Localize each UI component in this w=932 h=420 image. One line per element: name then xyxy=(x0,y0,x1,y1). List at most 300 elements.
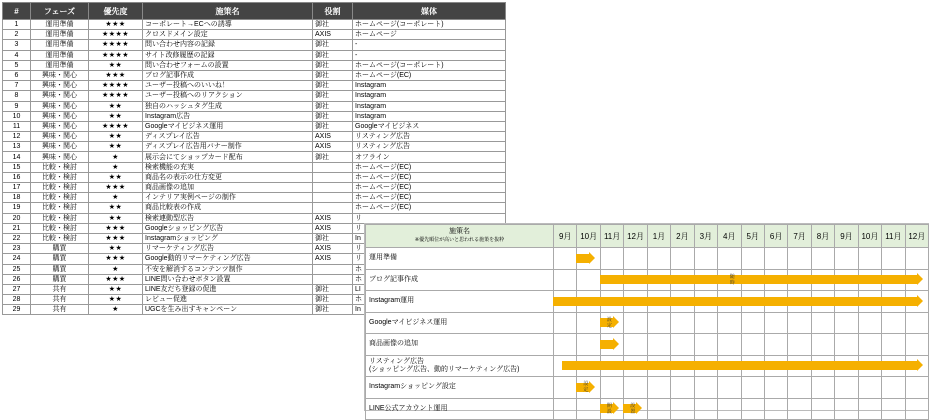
phase-cell: 共有 xyxy=(31,295,89,305)
header-col-number: # xyxy=(3,3,31,20)
media-cell: Googleマイビジネス xyxy=(353,121,506,131)
gantt-chart xyxy=(365,224,928,415)
row-number: 2 xyxy=(3,30,31,40)
gantt-month-header: 4月 xyxy=(718,225,741,248)
table-row xyxy=(3,193,506,203)
gantt-month-cell xyxy=(788,398,811,420)
phase-cell: 興味・関心 xyxy=(31,152,89,162)
gantt-month-cell xyxy=(624,248,647,270)
phase-cell: 共有 xyxy=(31,305,89,315)
measure-name: サイト改修履歴の記録 xyxy=(143,50,313,60)
table-row xyxy=(3,203,506,213)
measure-name: 検索機能の充実 xyxy=(143,162,313,172)
row-number: 5 xyxy=(3,60,31,70)
role-cell xyxy=(313,162,353,172)
phase-cell: 購買 xyxy=(31,254,89,264)
gantt-row xyxy=(366,398,929,420)
phase-cell: 購買 xyxy=(31,274,89,284)
table-row xyxy=(3,81,506,91)
measure-name: インテリア実例ページの制作 xyxy=(143,193,313,203)
measure-name: Instagramショッピング xyxy=(143,233,313,243)
gantt-measure-name: LINE公式アカウント運用 xyxy=(366,398,554,420)
row-number: 10 xyxy=(3,111,31,121)
measure-name: 問い合わせ内容の記録 xyxy=(143,40,313,50)
measure-name: 商品比較表の作成 xyxy=(143,203,313,213)
gantt-bar xyxy=(600,275,917,284)
gantt-month-header: 11月 xyxy=(882,225,905,248)
phase-cell: 運用準備 xyxy=(31,20,89,30)
gantt-month-cell xyxy=(554,377,577,399)
gantt-month-cell xyxy=(577,334,600,356)
role-cell xyxy=(313,193,353,203)
gantt-month-header: 5月 xyxy=(741,225,764,248)
gantt-month-cell xyxy=(858,248,881,270)
gantt-name-header-note: ※優先順位が高いと思われる施策を抜粋 xyxy=(414,237,505,243)
role-cell: 御社 xyxy=(313,284,353,294)
gantt-measure-name: Instagramショッピング設定 xyxy=(366,377,554,399)
role-cell: AXIS xyxy=(313,142,353,152)
role-cell: AXIS xyxy=(313,213,353,223)
priority-stars: ★★★ xyxy=(89,20,143,30)
row-number: 12 xyxy=(3,132,31,142)
measure-name: レビュー促進 xyxy=(143,295,313,305)
header-col-priority: 優先度 xyxy=(89,3,143,20)
gantt-bar-label: 随時 xyxy=(729,273,735,286)
priority-stars: ★★ xyxy=(89,132,143,142)
measure-name: 商品画像の追加 xyxy=(143,183,313,193)
row-number: 15 xyxy=(3,162,31,172)
media-cell: - xyxy=(353,40,506,50)
measure-name: Googleマイビジネス運用 xyxy=(143,121,313,131)
priority-stars: ★★★★ xyxy=(89,121,143,131)
row-number: 21 xyxy=(3,223,31,233)
gantt-month-cell xyxy=(718,398,741,420)
role-cell: 御社 xyxy=(313,20,353,30)
gantt-month-header: 12月 xyxy=(905,225,928,248)
row-number: 18 xyxy=(3,193,31,203)
gantt-month-cell xyxy=(624,334,647,356)
phase-cell: 比較・検討 xyxy=(31,193,89,203)
gantt-month-cell xyxy=(741,377,764,399)
table-row xyxy=(3,60,506,70)
gantt-bar xyxy=(576,254,589,263)
priority-stars: ★★ xyxy=(89,142,143,152)
row-number: 19 xyxy=(3,203,31,213)
priority-stars: ★★★★ xyxy=(89,40,143,50)
gantt-month-cell xyxy=(624,312,647,334)
phase-cell: 興味・関心 xyxy=(31,121,89,131)
gantt-name-header xyxy=(366,225,554,248)
gantt-month-cell xyxy=(905,312,928,334)
table-row xyxy=(3,213,506,223)
media-cell: リスティング広告 xyxy=(353,132,506,142)
row-number: 20 xyxy=(3,213,31,223)
gantt-month-cell xyxy=(600,248,623,270)
gantt-row xyxy=(366,248,929,270)
gantt-month-header: 11月 xyxy=(600,225,623,248)
gantt-month-cell xyxy=(882,334,905,356)
gantt-month-cell xyxy=(882,398,905,420)
role-cell: AXIS xyxy=(313,30,353,40)
phase-cell: 比較・検討 xyxy=(31,172,89,182)
role-cell: 御社 xyxy=(313,70,353,80)
role-cell: AXIS xyxy=(313,244,353,254)
gantt-month-cell xyxy=(647,334,670,356)
table-row xyxy=(3,91,506,101)
gantt-month-cell xyxy=(577,398,600,420)
table-row xyxy=(3,70,506,80)
gantt-month-cell xyxy=(554,269,577,291)
header-col-measure: 施策名 xyxy=(143,3,313,20)
table-row xyxy=(3,172,506,182)
gantt-month-cell xyxy=(858,377,881,399)
phase-cell: 興味・関心 xyxy=(31,70,89,80)
gantt-month-cell xyxy=(577,312,600,334)
role-cell xyxy=(313,183,353,193)
phase-cell: 比較・検討 xyxy=(31,223,89,233)
gantt-month-cell xyxy=(811,398,834,420)
gantt-month-cell xyxy=(694,377,717,399)
gantt-month-cell xyxy=(811,377,834,399)
media-cell: ホームページ(コーポレート) xyxy=(353,60,506,70)
gantt-month-cell xyxy=(764,312,787,334)
table-row xyxy=(3,40,506,50)
media-cell: Instagram xyxy=(353,101,506,111)
row-number: 25 xyxy=(3,264,31,274)
measure-name: 展示会にてショップカード配布 xyxy=(143,152,313,162)
role-cell: 御社 xyxy=(313,111,353,121)
gantt-month-cell xyxy=(811,312,834,334)
gantt-month-cell xyxy=(741,312,764,334)
priority-stars: ★★★ xyxy=(89,254,143,264)
gantt-month-cell xyxy=(858,334,881,356)
phase-cell: 比較・検討 xyxy=(31,203,89,213)
gantt-month-cell xyxy=(554,334,577,356)
gantt-month-cell xyxy=(671,312,694,334)
gantt-month-cell xyxy=(694,398,717,420)
gantt-bar-label: 開設 xyxy=(606,402,612,415)
role-cell: 御社 xyxy=(313,101,353,111)
gantt-month-header: 10月 xyxy=(858,225,881,248)
gantt-month-cell xyxy=(741,398,764,420)
gantt-month-cell xyxy=(554,398,577,420)
priority-stars: ★★★★ xyxy=(89,81,143,91)
gantt-month-cell xyxy=(718,312,741,334)
gantt-month-header: 3月 xyxy=(694,225,717,248)
role-cell: 御社 xyxy=(313,81,353,91)
gantt-month-cell xyxy=(671,398,694,420)
media-cell: Instagram xyxy=(353,111,506,121)
row-number: 1 xyxy=(3,20,31,30)
media-cell: リ xyxy=(353,244,506,254)
role-cell xyxy=(313,274,353,284)
gantt-month-cell xyxy=(741,248,764,270)
row-number: 27 xyxy=(3,284,31,294)
priority-stars: ★★★ xyxy=(89,183,143,193)
role-cell: 御社 xyxy=(313,305,353,315)
header-col-role: 役割 xyxy=(313,3,353,20)
media-cell: ホームページ(コーポレート) xyxy=(353,20,506,30)
gantt-month-cell xyxy=(671,248,694,270)
role-cell: 御社 xyxy=(313,60,353,70)
measure-name: Google動的リマーケティング広告 xyxy=(143,254,313,264)
gantt-month-cell xyxy=(694,248,717,270)
gantt-month-cell xyxy=(905,334,928,356)
phase-cell: 興味・関心 xyxy=(31,142,89,152)
table-row xyxy=(3,121,506,131)
priority-stars: ★ xyxy=(89,264,143,274)
gantt-month-cell xyxy=(764,248,787,270)
media-cell: ホ xyxy=(353,274,506,284)
media-cell: ホームページ(EC) xyxy=(353,70,506,80)
media-cell: リ xyxy=(353,254,506,264)
priority-stars: ★★ xyxy=(89,101,143,111)
phase-cell: 興味・関心 xyxy=(31,132,89,142)
row-number: 9 xyxy=(3,101,31,111)
gantt-month-cell xyxy=(600,377,623,399)
gantt-month-cell xyxy=(811,334,834,356)
phase-cell: 比較・検討 xyxy=(31,162,89,172)
measure-name: コーポレート→ECへの誘導 xyxy=(143,20,313,30)
gantt-month-header: 9月 xyxy=(835,225,858,248)
phase-cell: 興味・関心 xyxy=(31,111,89,121)
table-header-row xyxy=(3,3,506,20)
row-number: 14 xyxy=(3,152,31,162)
gantt-month-cell xyxy=(764,377,787,399)
phase-cell: 比較・検討 xyxy=(31,233,89,243)
media-cell: Instagram xyxy=(353,91,506,101)
row-number: 13 xyxy=(3,142,31,152)
priority-stars: ★★ xyxy=(89,172,143,182)
role-cell xyxy=(313,264,353,274)
measure-name: LINE問い合わせボタン設置 xyxy=(143,274,313,284)
row-number: 22 xyxy=(3,233,31,243)
media-cell: リ xyxy=(353,223,506,233)
gantt-month-cell xyxy=(835,334,858,356)
media-cell: LI xyxy=(353,284,506,294)
gantt-month-cell xyxy=(718,377,741,399)
gantt-month-header: 9月 xyxy=(554,225,577,248)
media-cell: ホームページ(EC) xyxy=(353,193,506,203)
measure-name: 問い合わせフォームの設置 xyxy=(143,60,313,70)
media-cell: In xyxy=(353,233,506,243)
gantt-month-cell xyxy=(811,248,834,270)
phase-cell: 比較・検討 xyxy=(31,183,89,193)
gantt-month-header: 1月 xyxy=(647,225,670,248)
priority-stars: ★★★ xyxy=(89,274,143,284)
role-cell xyxy=(313,203,353,213)
gantt-month-cell xyxy=(835,248,858,270)
table-row xyxy=(3,30,506,40)
media-cell: リスティング広告 xyxy=(353,142,506,152)
gantt-body xyxy=(366,248,929,420)
row-number: 29 xyxy=(3,305,31,315)
media-cell: リ xyxy=(353,213,506,223)
gantt-month-cell xyxy=(647,312,670,334)
priority-stars: ★★ xyxy=(89,244,143,254)
gantt-month-cell xyxy=(788,248,811,270)
gantt-month-cell xyxy=(905,248,928,270)
gantt-month-cell xyxy=(882,248,905,270)
role-cell: 御社 xyxy=(313,91,353,101)
gantt-measure-name: ブログ記事作成 xyxy=(366,269,554,291)
measure-name: ディスプレイ広告 xyxy=(143,132,313,142)
gantt-month-cell xyxy=(647,248,670,270)
gantt-month-cell xyxy=(905,398,928,420)
media-cell: ホ xyxy=(353,264,506,274)
gantt-bar-label: 設定 xyxy=(606,316,612,329)
row-number: 4 xyxy=(3,50,31,60)
phase-cell: 運用準備 xyxy=(31,40,89,50)
role-cell: 御社 xyxy=(313,295,353,305)
measure-name: リマーケティング広告 xyxy=(143,244,313,254)
gantt-row xyxy=(366,334,929,356)
media-cell: ホームページ(EC) xyxy=(353,162,506,172)
role-cell: 御社 xyxy=(313,50,353,60)
measure-name: 商品名の表示の仕方変更 xyxy=(143,172,313,182)
measure-name: LINE友だち登録の促進 xyxy=(143,284,313,294)
table-row xyxy=(3,162,506,172)
media-cell: ホ xyxy=(353,295,506,305)
table-row xyxy=(3,152,506,162)
table-row xyxy=(3,111,506,121)
gantt-bar xyxy=(600,340,613,349)
role-cell: 御社 xyxy=(313,40,353,50)
media-cell: ホームページ xyxy=(353,30,506,40)
gantt-month-header: 6月 xyxy=(764,225,787,248)
row-number: 26 xyxy=(3,274,31,284)
gantt-month-cell xyxy=(835,312,858,334)
gantt-name-header-title: 施策名 xyxy=(449,228,470,235)
priority-stars: ★★ xyxy=(89,295,143,305)
gantt-month-header: 10月 xyxy=(577,225,600,248)
gantt-month-cell xyxy=(671,334,694,356)
measure-name: ユーザー投稿へのリアクション xyxy=(143,91,313,101)
phase-cell: 運用準備 xyxy=(31,30,89,40)
priority-stars: ★★★★ xyxy=(89,91,143,101)
row-number: 6 xyxy=(3,70,31,80)
priority-stars: ★★ xyxy=(89,111,143,121)
measure-name: ディスプレイ広告用バナー制作 xyxy=(143,142,313,152)
gantt-month-cell xyxy=(647,377,670,399)
measure-name: 検索連動型広告 xyxy=(143,213,313,223)
priority-stars: ★★ xyxy=(89,284,143,294)
gantt-month-header: 2月 xyxy=(671,225,694,248)
phase-cell: 運用準備 xyxy=(31,50,89,60)
phase-cell: 購買 xyxy=(31,244,89,254)
gantt-month-cell xyxy=(858,312,881,334)
phase-cell: 興味・関心 xyxy=(31,101,89,111)
header-col-phase: フェーズ xyxy=(31,3,89,20)
row-number: 8 xyxy=(3,91,31,101)
role-cell: 御社 xyxy=(313,121,353,131)
gantt-month-cell xyxy=(741,334,764,356)
row-number: 3 xyxy=(3,40,31,50)
priority-stars: ★★★ xyxy=(89,223,143,233)
gantt-month-cell xyxy=(554,312,577,334)
role-cell: AXIS xyxy=(313,254,353,264)
gantt-table xyxy=(365,224,929,420)
gantt-bar xyxy=(562,361,917,370)
phase-cell: 興味・関心 xyxy=(31,81,89,91)
gantt-measure-name: Instagram運用 xyxy=(366,291,554,313)
phase-cell: 興味・関心 xyxy=(31,91,89,101)
measure-name: ユーザー投稿へのいいね！ xyxy=(143,81,313,91)
media-cell: - xyxy=(353,50,506,60)
gantt-month-header: 12月 xyxy=(624,225,647,248)
priority-stars: ★★ xyxy=(89,213,143,223)
media-cell: ホームページ(EC) xyxy=(353,183,506,193)
measure-name: ブログ記事作成 xyxy=(143,70,313,80)
gantt-measure-name: リスティング広告 (ショッピング広告、動的リマーケティング広告) xyxy=(366,355,554,377)
gantt-month-cell xyxy=(671,377,694,399)
table-row xyxy=(3,101,506,111)
priority-stars: ★★ xyxy=(89,203,143,213)
gantt-measure-name: 商品画像の追加 xyxy=(366,334,554,356)
gantt-month-cell xyxy=(788,312,811,334)
table-row xyxy=(3,132,506,142)
priority-stars: ★★★ xyxy=(89,70,143,80)
row-number: 16 xyxy=(3,172,31,182)
role-cell: 御社 xyxy=(313,152,353,162)
measure-name: クロスドメイン設定 xyxy=(143,30,313,40)
gantt-bar xyxy=(553,297,917,306)
priority-stars: ★★★ xyxy=(89,233,143,243)
role-cell: 御社 xyxy=(313,233,353,243)
phase-cell: 比較・検討 xyxy=(31,213,89,223)
gantt-month-cell xyxy=(554,248,577,270)
gantt-measure-name: Googleマイビジネス運用 xyxy=(366,312,554,334)
measure-name: UGCを生み出すキャンペーン xyxy=(143,305,313,315)
row-number: 11 xyxy=(3,121,31,131)
gantt-header-row xyxy=(366,225,929,248)
gantt-month-cell xyxy=(882,377,905,399)
row-number: 7 xyxy=(3,81,31,91)
table-row xyxy=(3,50,506,60)
media-cell: Instagram xyxy=(353,81,506,91)
priority-stars: ★ xyxy=(89,152,143,162)
gantt-month-cell xyxy=(718,334,741,356)
gantt-row xyxy=(366,377,929,399)
role-cell xyxy=(313,172,353,182)
gantt-month-cell xyxy=(788,377,811,399)
gantt-month-cell xyxy=(905,377,928,399)
gantt-month-cell xyxy=(694,312,717,334)
table-row xyxy=(3,20,506,30)
row-number: 17 xyxy=(3,183,31,193)
priority-stars: ★★ xyxy=(89,60,143,70)
phase-cell: 運用準備 xyxy=(31,60,89,70)
priority-stars: ★ xyxy=(89,305,143,315)
gantt-month-cell xyxy=(788,334,811,356)
phase-cell: 共有 xyxy=(31,284,89,294)
gantt-bar-label: 設置 xyxy=(630,402,636,415)
priority-stars: ★ xyxy=(89,162,143,172)
row-number: 23 xyxy=(3,244,31,254)
priority-stars: ★★★★ xyxy=(89,30,143,40)
media-cell: ホームページ(EC) xyxy=(353,172,506,182)
row-number: 28 xyxy=(3,295,31,305)
gantt-month-cell xyxy=(764,398,787,420)
gantt-bar-label: 設定 xyxy=(583,381,589,394)
measure-name: Googleショッピング広告 xyxy=(143,223,313,233)
table-row xyxy=(3,142,506,152)
media-cell: In xyxy=(353,305,506,315)
gantt-month-cell xyxy=(718,248,741,270)
role-cell: AXIS xyxy=(313,132,353,142)
gantt-month-cell xyxy=(835,377,858,399)
gantt-month-cell xyxy=(835,398,858,420)
